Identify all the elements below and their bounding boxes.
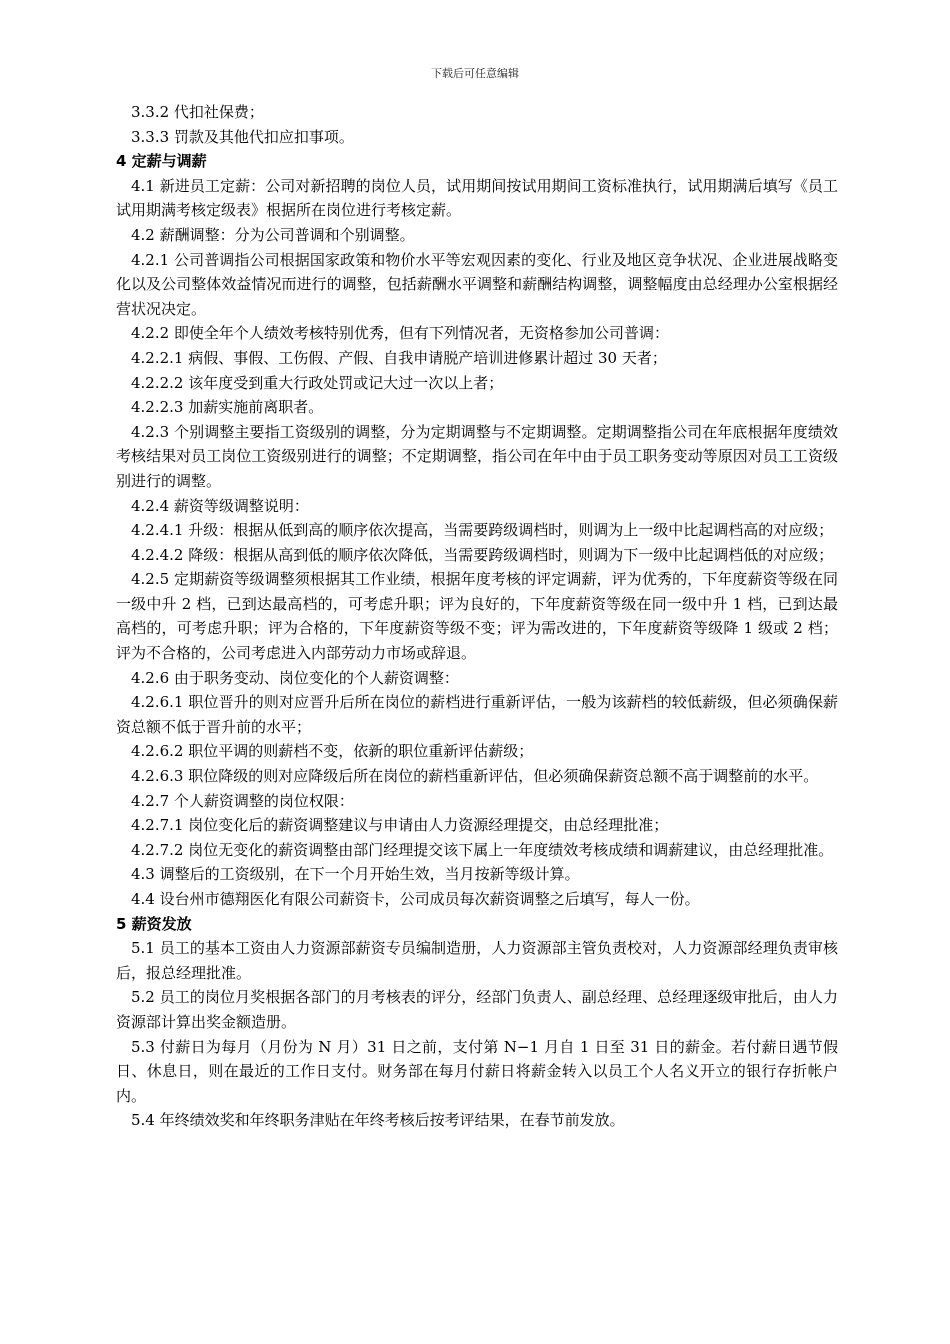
paragraph: 4.2.5 定期薪资等级调整须根据其工作业绩，根据年度考核的评定调薪，评为优秀的，下年度薪资等级在同一级中升 2 档，已到达最高档的，可考虑升职；评为良好的，下年度薪资等级在同一级中升 1 档，已到达最高档的，可考虑升职；评为合格的，下年度薪资等级不变；评为需改进的，下年度薪资等级降 1 级或 2 档；评为不合格的，公司考虑进入内部劳动力市场或辞退。 [116,570,838,663]
paragraph: 4.2.7 个人薪资调整的岗位权限： [131,791,354,810]
paragraph: 4.3 调整后的工资级别，在下一个月开始生效，当月按新等级计算。 [131,865,580,884]
paragraph: 5.4 年终绩效奖和年终职务津贴在年终考核后按考评结果，在春节前发放。 [131,1111,625,1130]
section-heading: 5 薪资发放 [116,914,192,933]
paragraph: 4.2.2.1 病假、事假、工伤假、产假、自我申请脱产培训进修累计超过 30 天者； [131,348,667,367]
section-heading: 4 定薪与调薪 [116,152,207,171]
paragraph: 5.2 员工的岗位月奖根据各部门的月考核表的评分，经部门负责人、副总经理、总经理逐级审批后，由人力资源部计算出奖金额造册。 [116,988,838,1031]
paragraph: 4.2.2.3 加薪实施前离职者。 [131,398,324,417]
paragraph: 3.3.2 代扣社保费； [131,103,264,121]
paragraph: 4.2.2 即使全年个人绩效考核特别优秀，但有下列情况者，无资格参加公司普调： [131,324,669,343]
paragraph: 4.2.6 由于职务变动、岗位变化的个人薪资调整： [131,668,459,687]
document-body [116,100,838,1133]
paragraph: 4.2.7.1 岗位变化后的薪资调整建议与申请由人力资源经理提交，由总经理批准； [131,816,669,835]
paragraph: 4.2.6.1 职位晋升的则对应晋升后所在岗位的薪档进行重新评估，一般为该薪档的较低薪级，但必须确保薪资总额不低于晋升前的水平； [116,693,838,736]
paragraph: 5.3 付薪日为每月（月份为 N 月）31 日之前，支付第 N−1 月自 1 日至 31 日的薪金。若付薪日遇节假日、休息日，则在最近的工作日支付。财务部在每月付薪日将薪金转入以员工个人名义开立的银行存折帐户内。 [116,1037,838,1105]
paragraph: 4.2.6.2 职位平调的则薪档不变，依新的职位重新评估薪级； [131,742,534,761]
paragraph: 4.1 新进员工定薪：公司对新招聘的岗位人员，试用期间按试用期间工资标准执行，试用期满后填写《员工试用期满考核定级表》根据所在岗位进行考核定薪。 [116,176,838,220]
paragraph: 4.2.7.2 岗位无变化的薪资调整由部门经理提交该下属上一年度绩效考核成绩和调薪建议，由总经理批准。 [131,840,834,859]
paragraph: 4.2.2.2 该年度受到重大行政处罚或记大过一次以上者； [131,373,504,392]
paragraph: 5.1 员工的基本工资由人力资源部薪资专员编制造册，人力资源部主管负责校对，人力资源部经理负责审核后，报总经理批准。 [116,939,838,982]
paragraph: 4.2.4.1 升级：根据从低到高的顺序依次提高，当需要跨级调档时，则调为上一级中比起调档高的对应级； [131,521,834,540]
paragraph: 4.2.1 公司普调指公司根据国家政策和物价水平等宏观因素的变化、行业及地区竞争状况、企业进展战略变化以及公司整体效益情况而进行的调整，包括薪酬水平调整和薪酬结构调整，调整幅度由总经理办公室根据经营状况决定。 [116,250,838,318]
paragraph: 4.4 设台州市德翔医化有限公司薪资卡，公司成员每次薪资调整之后填写，每人一份。 [131,890,700,908]
paragraph: 4.2.6.3 职位降级的则对应降级后所在岗位的薪档重新评估，但必须确保薪资总额不高于调整前的水平。 [131,767,819,786]
paragraph: 4.2.4.2 降级：根据从高到低的顺序依次降低，当需要跨级调档时，则调为下一级中比起调档低的对应级； [131,545,834,564]
paragraph: 3.3.3 罚款及其他代扣应扣事项。 [131,127,354,146]
paragraph: 4.2 薪酬调整：分为公司普调和个别调整。 [131,225,415,244]
page-header: 下载后可任意编辑 [431,67,519,80]
paragraph: 4.2.3 个别调整主要指工资级别的调整，分为定期调整与不定期调整。定期调整指公司在年底根据年度绩效考核结果对员工岗位工资级别进行的调整；不定期调整，指公司在年中由于员工职务变动等原因对员工工资级别进行的调整。 [116,422,838,490]
paragraph: 4.2.4 薪资等级调整说明： [131,496,309,515]
